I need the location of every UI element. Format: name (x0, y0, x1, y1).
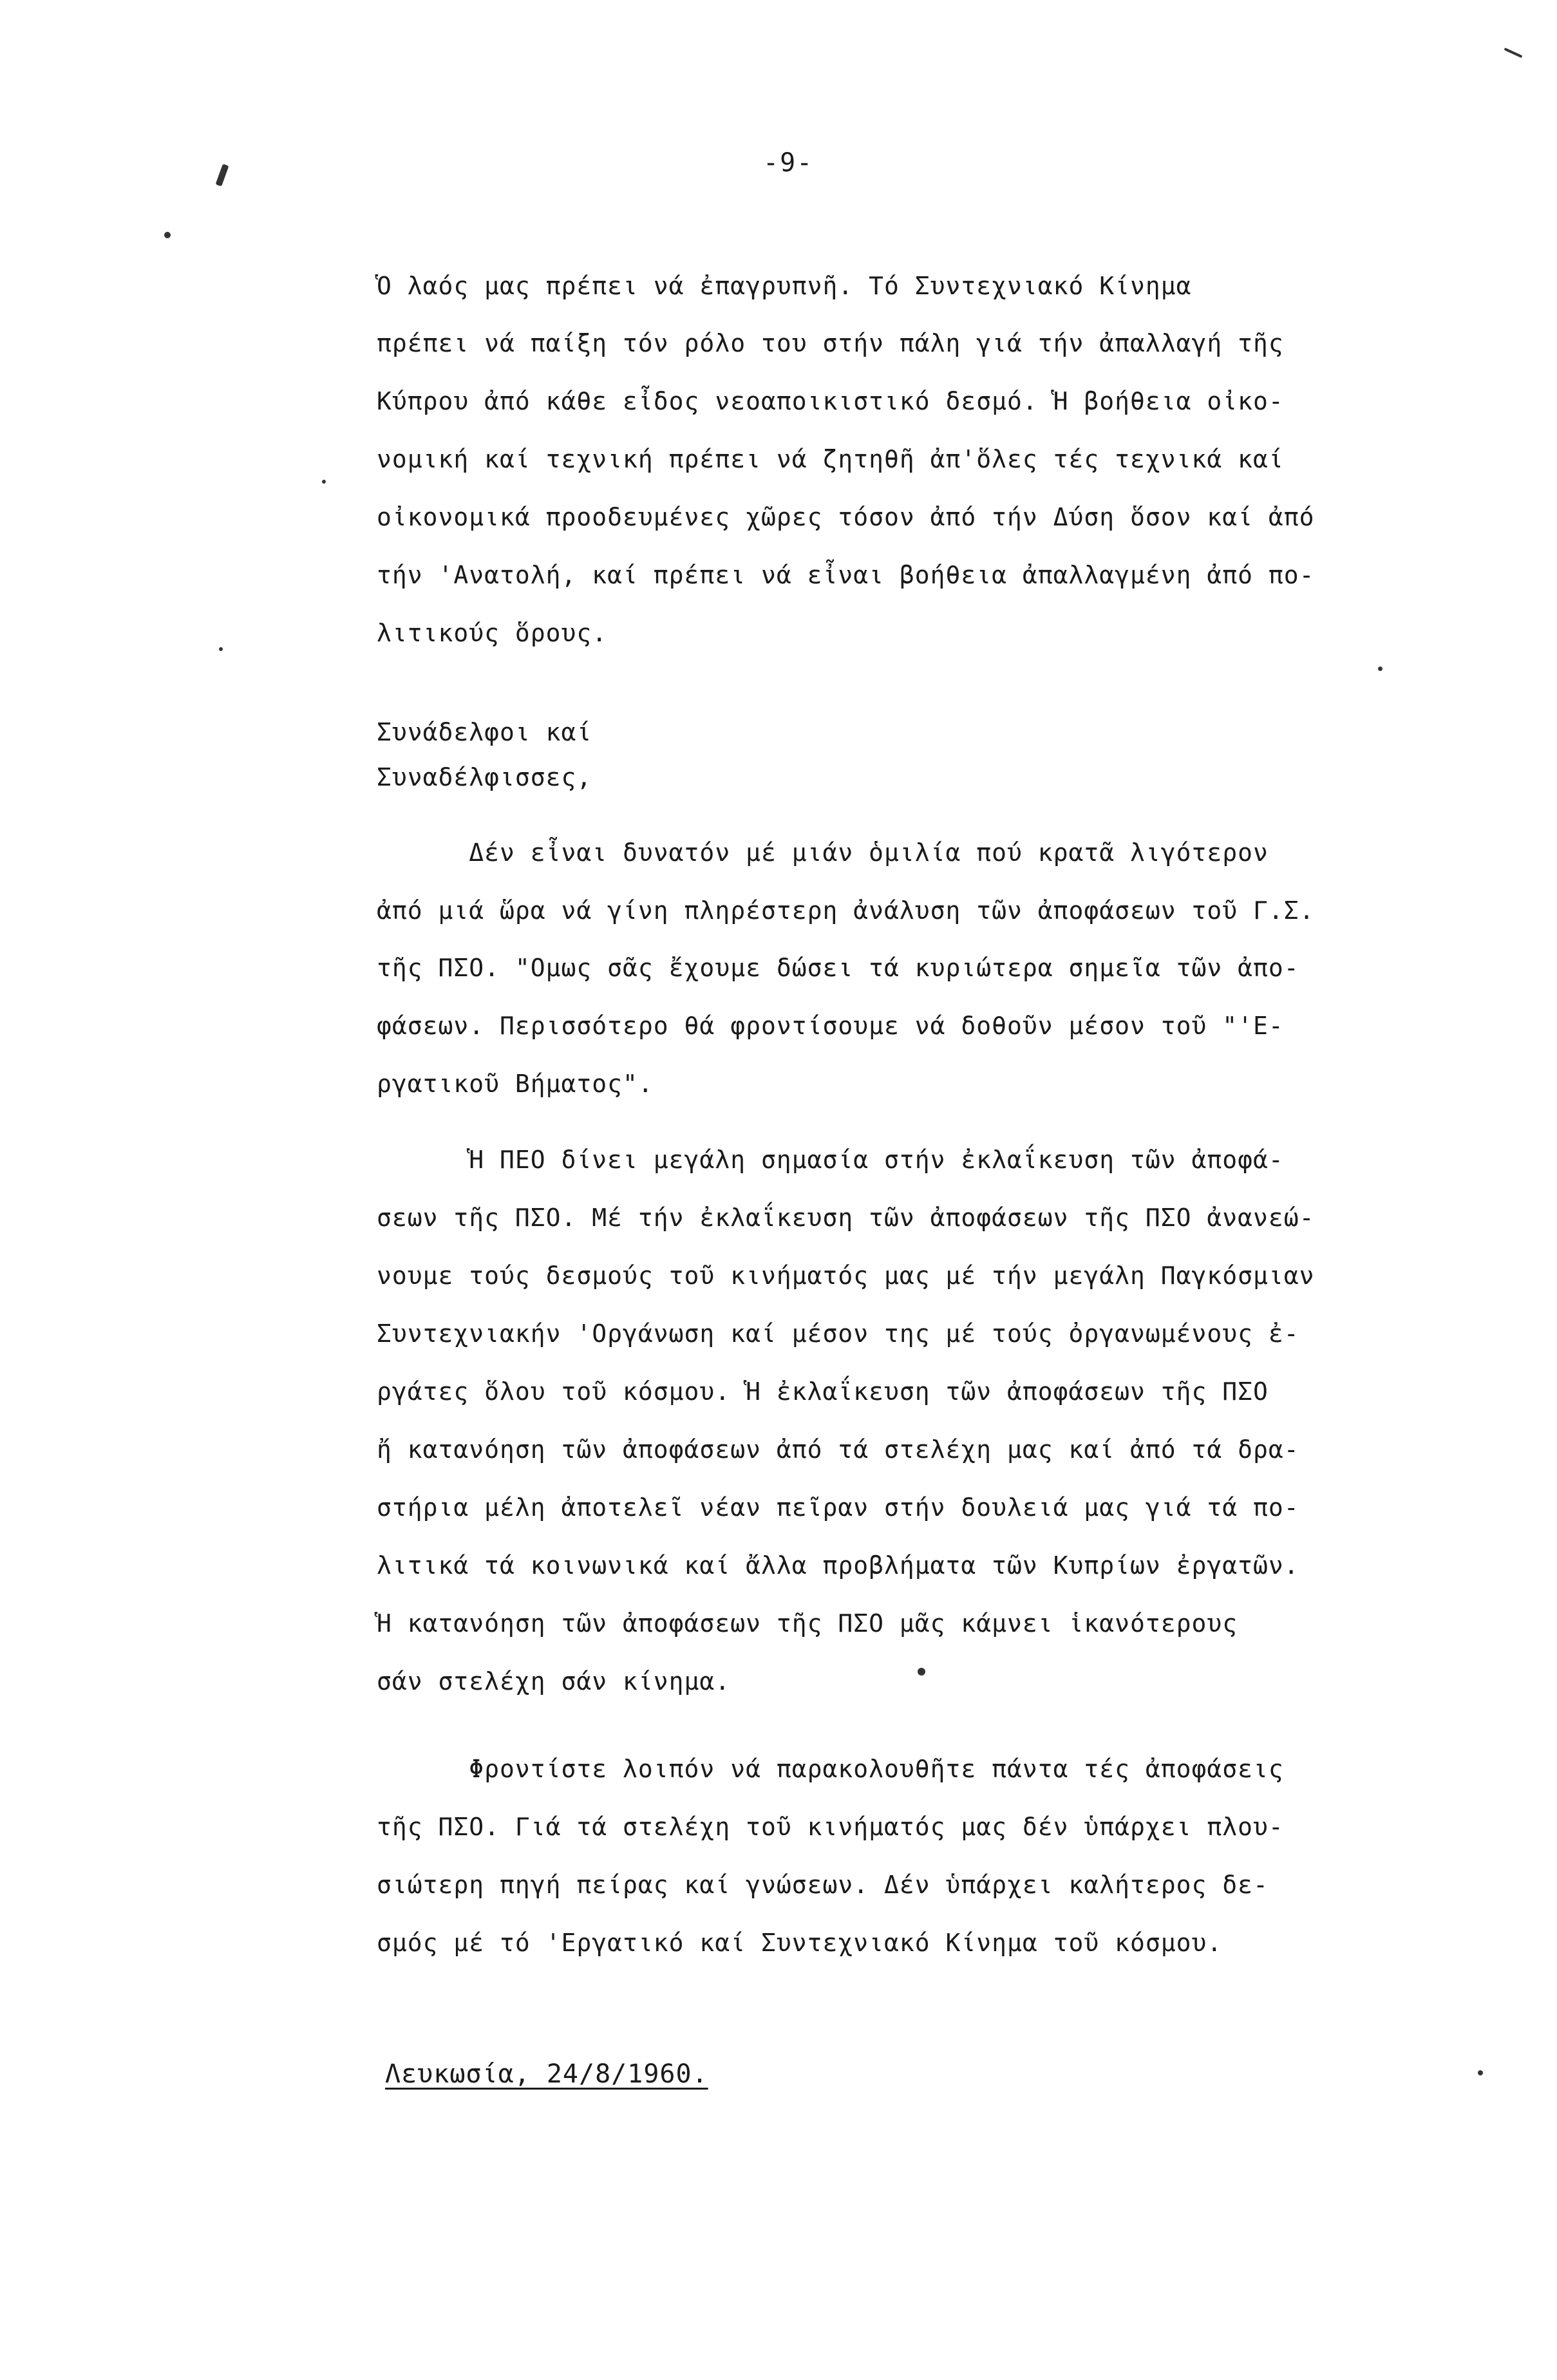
scan-speck (1504, 48, 1523, 58)
text-line: πρέπει νά παίξη τόν ρόλο του στήν πάλη γιά τήν ἀπαλλαγή τῆς (377, 329, 1284, 357)
text-line: σάν στελέχη σάν κίνημα. (377, 1667, 731, 1695)
text-line: ἀπό μιά ὥρα νά γίνη πληρέστερη ἀνάλυση τῶν ἀποφάσεων τοῦ Γ.Σ. (377, 896, 1315, 925)
scan-speck (215, 164, 229, 186)
text-line: τῆς ΠΣΟ. Γιά τά στελέχη τοῦ κινήματός μας δέν ὑπάρχει πλου- (377, 1813, 1284, 1841)
text-line: Ὁ λαός μας πρέπει νά ἐπαγρυπνῆ. Τό Συντεχνιακό Κίνημα (377, 272, 1192, 300)
text-line: ργάτες ὅλου τοῦ κόσμου. Ἡ ἐκλαΐκευση τῶν ἀποφάσεων τῆς ΠΣΟ (377, 1377, 1269, 1406)
text-line: ργατικοῦ Βήματος". (377, 1070, 654, 1098)
text-line: φάσεων. Περισσότερο θά φροντίσουμε νά δοθοῦν μέσον τοῦ "'Ε- (377, 1012, 1284, 1040)
text-line: Συντεχνιακήν 'Οργάνωση καί μέσον της μέ τούς ὀργανωμένους ἐ- (377, 1319, 1299, 1348)
scan-speck (1478, 2070, 1483, 2075)
text-line: σεων τῆς ΠΣΟ. Μέ τήν ἐκλαΐκευση τῶν ἀποφάσεων τῆς ΠΣΟ ἀνανεώ- (377, 1204, 1315, 1232)
scan-speck (1378, 666, 1382, 671)
text-line: νομική καί τεχνική πρέπει νά ζητηθῆ ἀπ'ὅλες τές τεχνικά καί (377, 445, 1284, 473)
text-line: σιώτερη πηγή πείρας καί γνώσεων. Δέν ὑπάρχει καλήτερος δε- (377, 1871, 1269, 1899)
text-line: στήρια μέλη ἀποτελεῖ νέαν πεῖραν στήν δουλειά μας γιά τά πο- (377, 1493, 1299, 1522)
text-line: Κύπρου ἀπό κάθε εἶδος νεοαποικιστικό δεσμό. Ἡ βοήθεια οἰκο- (377, 387, 1284, 415)
text-line: τήν 'Ανατολή, καί πρέπει νά εἶναι βοήθεια ἀπαλλαγμένη ἀπό πο- (377, 561, 1315, 589)
text-line: Φροντίστε λοιπόν νά παρακολουθῆτε πάντα τές ἀποφάσεις (377, 1755, 1284, 1783)
salutation-line: Συνάδελφοι καί (377, 718, 592, 746)
text-line: τῆς ΠΣΟ. "Ομως σᾶς ἔχουμε δώσει τά κυριώτερα σημεῖα τῶν ἀπο- (377, 954, 1299, 982)
text-line: σμός μέ τό 'Εργατικό καί Συντεχνιακό Κίνημα τοῦ κόσμου. (377, 1929, 1223, 1957)
text-line: νουμε τούς δεσμούς τοῦ κινήματός μας μέ τήν μεγάλη Παγκόσμιαν (377, 1261, 1315, 1290)
text-line: Δέν εἶναι δυνατόν μέ μιάν ὁμιλία πού κρατᾶ λιγότερον (377, 838, 1269, 867)
place-date: Λευκωσία, 24/8/1960. (385, 2059, 708, 2089)
scan-speck (322, 480, 326, 484)
text-line: οἰκονομικά προοδευμένες χῶρες τόσον ἀπό τήν Δύση ὅσον καί ἀπό (377, 503, 1315, 531)
scan-speck (219, 647, 223, 651)
text-line: ἤ κατανόηση τῶν ἀποφάσεων ἀπό τά στελέχη μας καί ἀπό τά δρα- (377, 1435, 1299, 1464)
scan-speck (918, 1668, 925, 1676)
text-line: Ἡ ΠΕΟ δίνει μεγάλη σημασία στήν ἐκλαΐκευση τῶν ἀποφά- (377, 1146, 1284, 1174)
text-line: Ἡ κατανόηση τῶν ἀποφάσεων τῆς ΠΣΟ μᾶς κάμνει ἱκανότερους (377, 1609, 1238, 1638)
text-line: λιτικούς ὅρους. (377, 619, 608, 647)
scan-speck (164, 232, 171, 238)
page-number: -9- (763, 148, 814, 178)
salutation-line: Συναδέλφισσες, (377, 763, 592, 791)
text-line: λιτικά τά κοινωνικά καί ἄλλα προβλήματα τῶν Κυπρίων ἐργατῶν. (377, 1551, 1299, 1580)
